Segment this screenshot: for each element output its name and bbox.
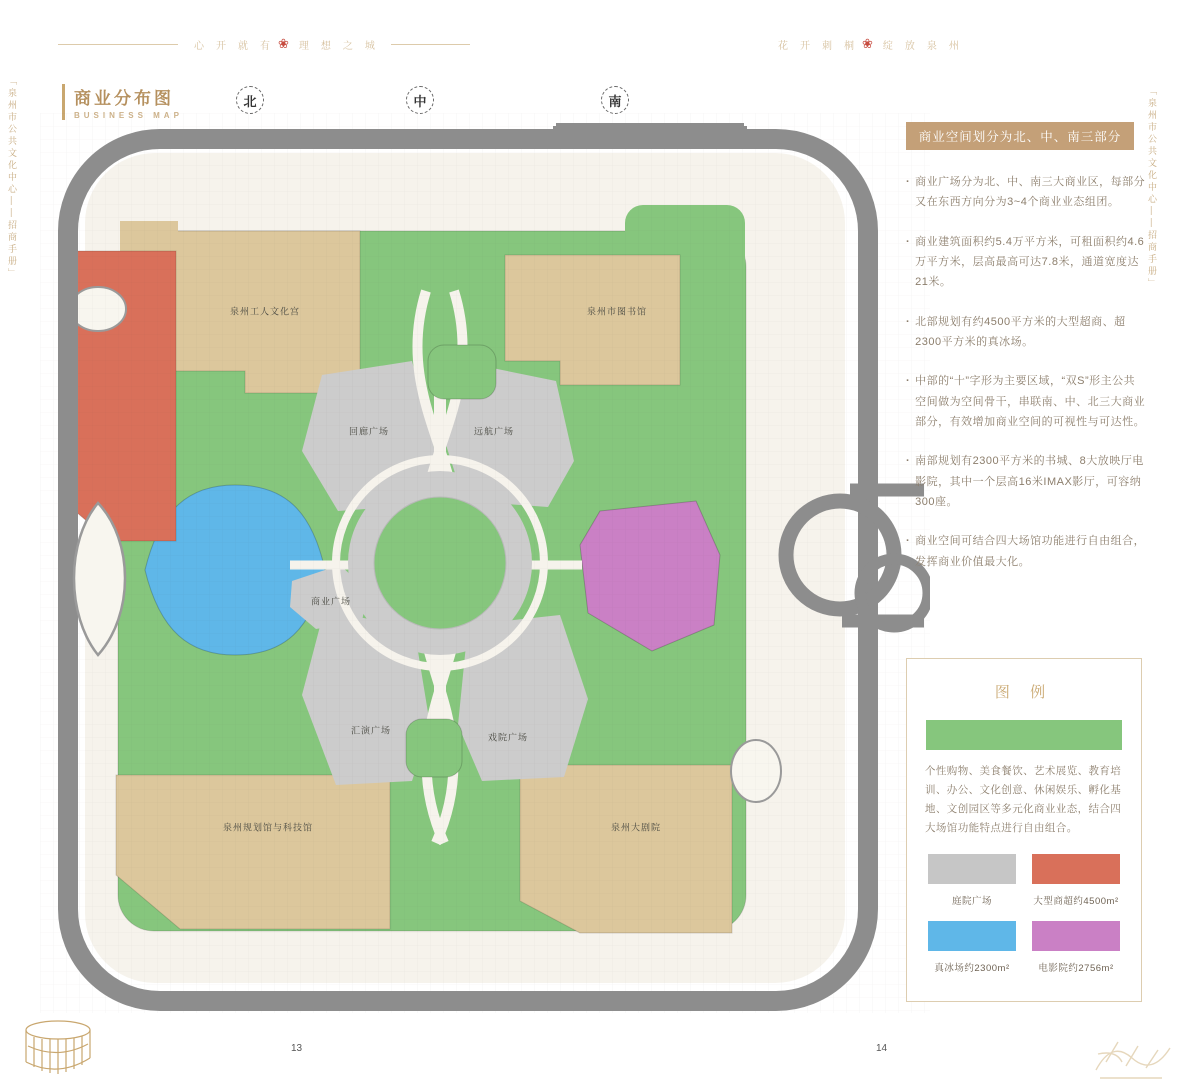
divider-line [391, 44, 470, 45]
flower-icon: ❀ [278, 36, 289, 51]
legend-box [906, 658, 1142, 1002]
label-plaza-sw: 汇演广场 [350, 725, 392, 736]
bullet-dot: · [906, 535, 911, 548]
header-slogan-left [58, 36, 470, 52]
legend-label: 大型商超约4500m² [1033, 895, 1119, 907]
label-workers-palace: 泉州工人文化宫 [229, 306, 301, 317]
bullet-text: 中部的“十”字形为主要区域，“双S”形主公共空间做为空间骨干，串联南、中、北三大商业部分，有效增加商业空间的可视性与可达性。 [915, 375, 1146, 429]
legend-item-cinema [1028, 921, 1124, 974]
legend-label: 真冰场约2300m² [934, 962, 1010, 974]
site-plan-map [40, 113, 930, 1013]
sidebar-bullet-list [906, 172, 1146, 591]
label-science-planning: 泉州规划馆与科技馆 [222, 822, 314, 833]
label-plaza-west: 商业广场 [310, 596, 352, 607]
sidebar-header: 商业空间划分为北、中、南三部分 [906, 122, 1134, 150]
slogan-text: 花开刺桐 [778, 40, 866, 52]
compass-north: 北 [236, 86, 264, 114]
building-sketch-icon-faint [1092, 1032, 1174, 1084]
bullet-dot: · [906, 176, 911, 188]
label-plaza-se: 戏院广场 [487, 732, 529, 743]
compass-middle: 中 [406, 86, 434, 114]
legend-swatch-gray [928, 854, 1016, 884]
bullet-item [906, 312, 1146, 353]
slogan-text: 绽放泉州 [882, 40, 971, 52]
legend-item-courtyard [924, 854, 1020, 907]
slogan-text: 理想之城 [298, 40, 387, 52]
label-plaza-nw: 回廊广场 [348, 426, 390, 437]
bullet-dot: · [906, 235, 911, 248]
bullet-dot: · [906, 375, 911, 388]
edge-text-right: 「泉州市公共文化中心——招商手册」 [1147, 86, 1157, 290]
legend-swatch-green [926, 720, 1122, 750]
page-number-left: 13 [291, 1043, 303, 1054]
legend-swatch-pink [1032, 921, 1120, 951]
label-plaza-ne: 远航广场 [473, 426, 515, 437]
bullet-item [906, 172, 1146, 213]
bullet-item [906, 531, 1146, 572]
label-grand-theater: 泉州大剧院 [610, 822, 662, 833]
cad-texture [40, 113, 930, 1013]
label-library: 泉州市图书馆 [586, 306, 648, 317]
building-sketch-icon [8, 1016, 108, 1082]
legend-title: 图 例 [994, 684, 1054, 701]
bullet-item [906, 451, 1146, 512]
compass-south: 南 [601, 86, 629, 114]
legend-label: 庭院广场 [951, 895, 992, 907]
bullet-dot: · [906, 455, 911, 468]
legend-label: 电影院约2756m² [1038, 962, 1114, 974]
legend-green-description: 个性购物、美食餐饮、艺术展览、教育培训、办公、文化创意、休闲娱乐、孵化基地、文创园区等多元化商业业态，结合四大场馆功能特点进行自由组合。 [925, 765, 1122, 834]
legend-item-supermarket [1028, 854, 1124, 907]
legend-grid [924, 854, 1124, 974]
bullet-dot: · [906, 315, 911, 328]
bullet-text: 商业建筑面积约5.4万平方米，可租面积约4.6万平方米，层高最高可达7.8米，通道宽度达21米。 [915, 235, 1145, 289]
bullet-text: 南部规划有2300平方米的书城、8大放映厅电影院，其中一个层高16米IMAX影厅，可容纳300座。 [915, 455, 1144, 509]
page-number-right: 14 [876, 1043, 888, 1054]
divider-line [58, 44, 178, 45]
bullet-text: 商业广场分为北、中、南三大商业区，每部分又在东西方向分为3~4个商业业态组团。 [915, 176, 1146, 209]
header-slogan-right [778, 36, 1078, 52]
flower-icon: ❀ [862, 36, 873, 51]
legend-swatch-blue [928, 921, 1016, 951]
legend-swatch-red [1032, 854, 1120, 884]
legend-item-ice-rink [924, 921, 1020, 974]
bullet-text: 北部规划有约4500平方米的大型超商、超2300平方米的真冰场。 [915, 315, 1126, 349]
edge-text-left: 「泉州市公共文化中心——招商手册」 [7, 76, 17, 280]
page-title: 商业分布图 [74, 89, 174, 108]
bullet-item [906, 371, 1146, 432]
slogan-text: 心开就有 [194, 40, 282, 52]
bullet-text: 商业空间可结合四大场馆功能进行自由组合，发挥商业价值最大化。 [915, 535, 1146, 568]
bullet-item [906, 232, 1146, 293]
